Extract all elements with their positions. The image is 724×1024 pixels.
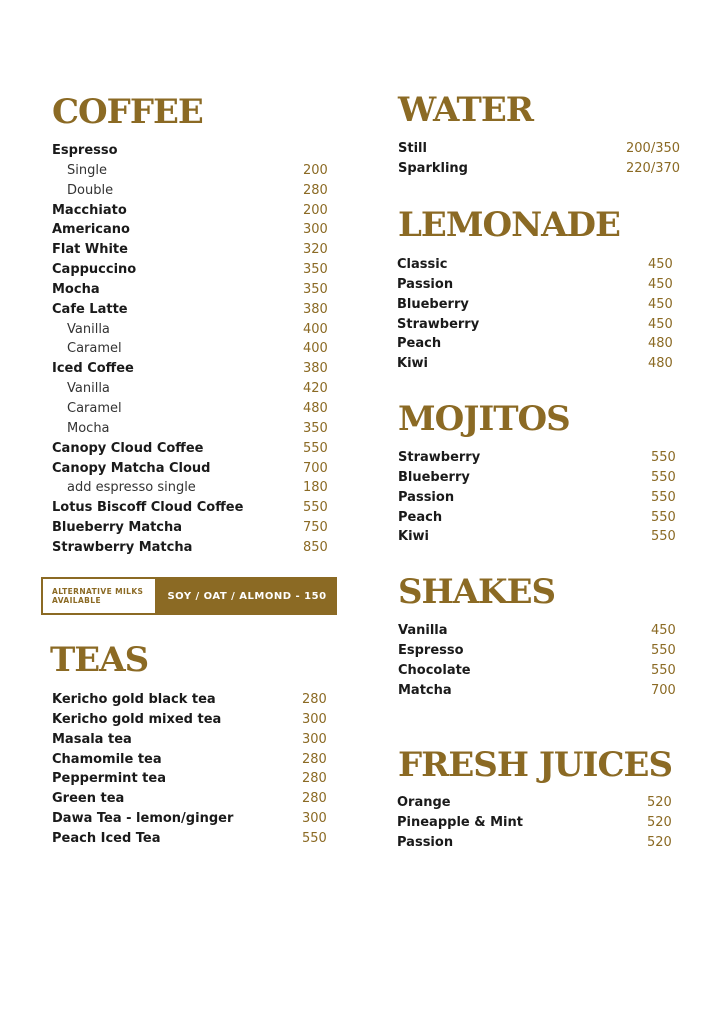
menu-item-price: 180	[303, 480, 328, 496]
menu-item-price: 550	[651, 662, 676, 678]
menu-item	[52, 359, 342, 379]
menu-item-price: 300	[302, 811, 327, 827]
menu-item	[397, 255, 697, 275]
menu-item	[52, 710, 342, 730]
shakes-heading: SHAKES	[398, 572, 556, 612]
menu-item	[398, 641, 698, 661]
menu-item-name: Caramel	[67, 400, 122, 416]
menu-item	[52, 750, 342, 770]
menu-item-price: 200	[303, 202, 328, 218]
menu-item-price: 700	[651, 682, 676, 698]
menu-item-price: 450	[648, 276, 673, 292]
menu-item-name: Vanilla	[398, 623, 448, 638]
menu-item-price: 350	[303, 281, 328, 297]
menu-item-name: Kiwi	[398, 529, 429, 545]
menu-item	[52, 141, 342, 161]
menu-item	[52, 538, 342, 558]
menu-item-price: 480	[303, 400, 328, 416]
menu-item-name: Iced Coffee	[52, 361, 134, 377]
teas-section	[50, 640, 149, 680]
menu-item-name: Vanilla	[67, 381, 110, 397]
menu-item-price: 300	[302, 711, 327, 727]
menu-item-name: Mocha	[67, 420, 110, 436]
menu-item-price: 380	[303, 301, 328, 317]
menu-item-name: Blueberry Matcha	[52, 520, 183, 536]
menu-item-price: 550	[651, 509, 676, 525]
menu-item-name: Passion	[397, 276, 454, 292]
menu-item-name: Passion	[397, 834, 454, 850]
menu-item-price: 850	[303, 539, 328, 555]
menu-item-price: 450	[648, 296, 673, 312]
coffee-list	[52, 141, 342, 558]
menu-item-name: Sparkling	[398, 160, 468, 176]
menu-item-name: Blueberry	[397, 296, 469, 312]
menu-item	[52, 339, 342, 359]
menu-item-name: Masala tea	[52, 731, 132, 747]
menu-item-name: Blueberry	[398, 469, 470, 485]
menu-item-price: 300	[303, 222, 328, 238]
menu-item-name: Pineapple & Mint	[397, 814, 523, 830]
menu-item	[52, 730, 342, 750]
fresh-juices-list	[397, 793, 697, 853]
water-list	[398, 139, 698, 179]
menu-item-name: Macchiato	[52, 202, 127, 218]
menu-item-price: 280	[302, 692, 327, 707]
menu-item-price: 550	[303, 500, 328, 516]
menu-item-price: 750	[303, 520, 328, 536]
menu-item	[52, 240, 342, 260]
menu-item	[52, 439, 342, 459]
menu-item-price: 520	[647, 795, 672, 810]
menu-item-price: 400	[303, 321, 328, 337]
menu-item	[52, 459, 342, 479]
menu-item	[397, 833, 697, 853]
menu-item	[398, 159, 698, 179]
menu-item-price: 280	[302, 751, 327, 767]
alternative-milks-label	[43, 579, 155, 613]
menu-item	[397, 813, 697, 833]
menu-item-name: Peppermint tea	[52, 771, 166, 787]
menu-item-name: Strawberry	[397, 316, 480, 332]
menu-item-name: Mocha	[52, 281, 100, 297]
menu-item-name: Kiwi	[397, 356, 428, 372]
menu-item-name: Chocolate	[398, 662, 471, 678]
menu-item	[398, 139, 698, 159]
menu-item-price: 280	[302, 771, 327, 787]
menu-item-price: 450	[651, 623, 676, 638]
menu-item-price: 550	[651, 489, 676, 505]
menu-item	[52, 829, 342, 849]
menu-item-name: Peach	[398, 509, 443, 525]
menu-item-price: 450	[648, 316, 673, 332]
menu-item	[397, 295, 697, 315]
menu-item-name: Dawa Tea - lemon/ginger	[52, 811, 234, 827]
lemonade-section	[398, 205, 620, 245]
menu-item-name: Chamomile tea	[52, 751, 162, 767]
menu-item-price: 550	[651, 529, 676, 545]
menu-item-price: 220/370	[626, 160, 681, 176]
menu-item	[52, 789, 342, 809]
alternative-milks-options: SOY / OAT / ALMOND - 150	[167, 590, 327, 602]
menu-item-price: 480	[648, 356, 673, 372]
menu-item	[52, 201, 342, 221]
coffee-section	[52, 92, 203, 132]
menu-item-price: 300	[302, 731, 327, 747]
shakes-list	[398, 621, 698, 700]
menu-item	[398, 681, 698, 701]
fresh-juices-section	[398, 745, 672, 785]
menu-item	[52, 379, 342, 399]
menu-item-price: 200	[303, 162, 328, 178]
menu-item	[52, 690, 342, 710]
menu-item-name: Still	[398, 141, 427, 156]
menu-item	[52, 498, 342, 518]
menu-item-price: 520	[647, 834, 672, 850]
alternative-milks-label-line2: AVAILABLE	[52, 596, 101, 605]
menu-item	[52, 419, 342, 439]
alternative-milks-label-line1: ALTERNATIVE MILKS	[52, 587, 144, 596]
menu-item-name: Americano	[52, 222, 130, 238]
menu-item	[398, 661, 698, 681]
menu-item-price: 550	[302, 830, 327, 846]
menu-item-name: Double	[67, 182, 114, 198]
menu-item	[52, 518, 342, 538]
menu-item-name: add espresso single	[67, 480, 196, 496]
menu-item	[397, 354, 697, 374]
menu-item-name: Classic	[397, 257, 448, 272]
shakes-section	[398, 572, 556, 612]
menu-item	[52, 769, 342, 789]
menu-item	[52, 809, 342, 829]
menu-item-price: 550	[651, 450, 676, 465]
menu-item-price: 550	[303, 440, 328, 456]
water-heading: WATER	[398, 90, 534, 130]
menu-item	[52, 320, 342, 340]
menu-item-price: 280	[302, 791, 327, 807]
menu-item	[52, 280, 342, 300]
menu-item	[397, 793, 697, 813]
menu-item-price: 520	[647, 814, 672, 830]
menu-item	[398, 621, 698, 641]
menu-item-name: Vanilla	[67, 321, 110, 337]
menu-item-name: Flat White	[52, 242, 128, 258]
menu-item	[398, 488, 698, 508]
menu-item-name: Green tea	[52, 791, 125, 807]
menu-item-name: Peach	[397, 336, 442, 352]
menu-item-price: 420	[303, 381, 328, 397]
menu-item-price: 700	[303, 460, 328, 476]
menu-item-price: 350	[303, 420, 328, 436]
menu-item-name: Kericho gold mixed tea	[52, 711, 222, 727]
menu-item	[397, 315, 697, 335]
teas-heading: TEAS	[50, 640, 149, 680]
menu-item-name: Peach Iced Tea	[52, 830, 161, 846]
menu-item	[52, 300, 342, 320]
menu-item	[52, 260, 342, 280]
menu-item-name: Caramel	[67, 341, 122, 357]
menu-item	[398, 448, 698, 468]
menu-item	[52, 220, 342, 240]
menu-item-name: Espresso	[52, 143, 118, 158]
menu-item-name: Orange	[397, 795, 451, 810]
menu-item-name: Passion	[398, 489, 455, 505]
menu-item	[52, 399, 342, 419]
menu-item-name: Lotus Biscoff Cloud Coffee	[52, 500, 244, 516]
fresh-juices-heading: FRESH JUICES	[398, 745, 672, 785]
menu-item-name: Kericho gold black tea	[52, 692, 216, 707]
mojitos-section	[398, 399, 570, 439]
menu-item	[397, 334, 697, 354]
menu-item-name: Canopy Cloud Coffee	[52, 440, 204, 456]
menu-item-price: 450	[648, 257, 673, 272]
menu-item-name: Matcha	[398, 682, 452, 698]
menu-item-price: 350	[303, 262, 328, 278]
water-section	[398, 90, 534, 130]
coffee-heading: COFFEE	[52, 92, 203, 132]
mojitos-heading: MOJITOS	[398, 399, 570, 439]
menu-item-name: Strawberry Matcha	[52, 539, 193, 555]
menu-item	[52, 181, 342, 201]
alternative-milks-banner	[41, 577, 337, 615]
menu-item-name: Single	[67, 162, 107, 178]
menu-item	[398, 527, 698, 547]
menu-item-price: 550	[651, 642, 676, 658]
menu-item-price: 280	[303, 182, 328, 198]
menu-item	[52, 161, 342, 181]
lemonade-list	[397, 255, 697, 374]
menu-item-name: Cafe Latte	[52, 301, 128, 317]
menu-item-name: Canopy Matcha Cloud	[52, 460, 211, 476]
menu-item-name: Espresso	[398, 642, 464, 658]
menu-item-name: Cappuccino	[52, 262, 137, 278]
menu-item-price: 200/350	[626, 141, 681, 156]
menu-item	[397, 275, 697, 295]
menu-item	[52, 478, 342, 498]
menu-item	[398, 508, 698, 528]
lemonade-heading: LEMONADE	[398, 205, 620, 245]
menu-item-price: 550	[651, 469, 676, 485]
menu-item	[398, 468, 698, 488]
teas-list	[52, 690, 342, 849]
menu-item-price: 400	[303, 341, 328, 357]
menu-item-price: 480	[648, 336, 673, 352]
menu-item-price: 320	[303, 242, 328, 258]
menu-item-name: Strawberry	[398, 450, 481, 465]
mojitos-list	[398, 448, 698, 547]
menu-item-price: 380	[303, 361, 328, 377]
